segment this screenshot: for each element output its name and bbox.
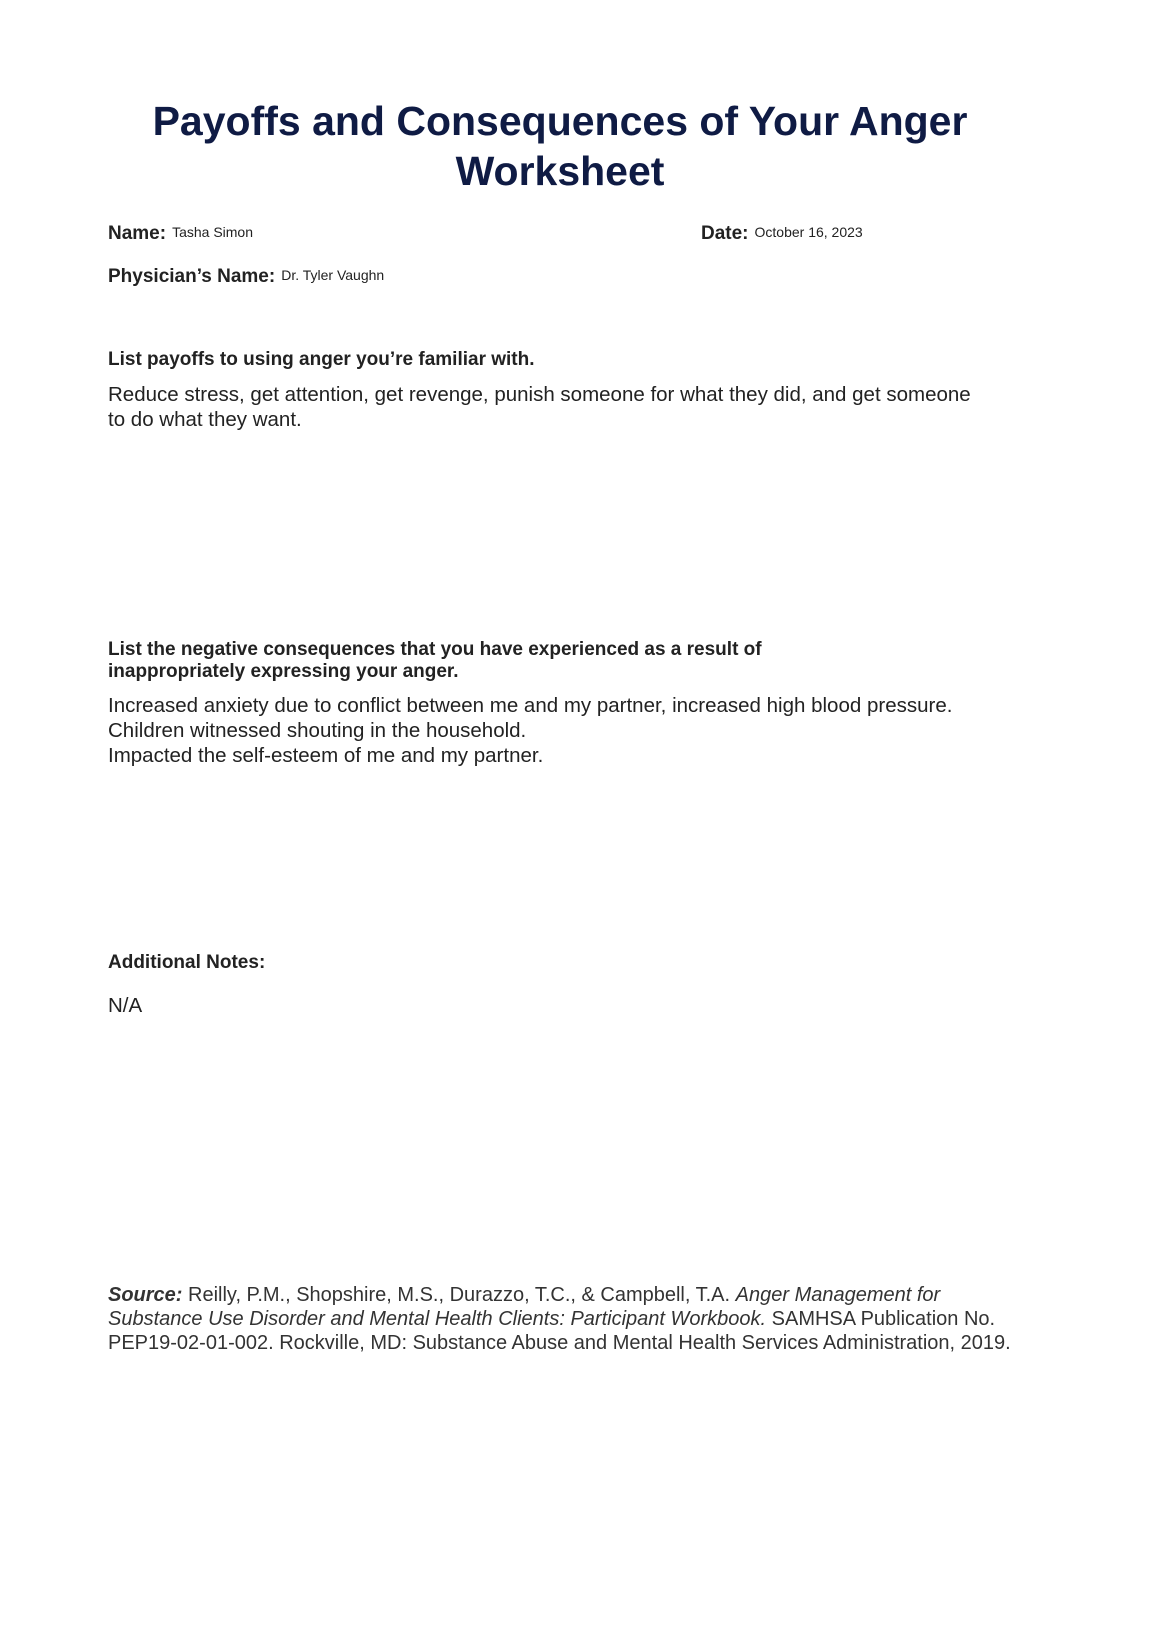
question-consequences: List the negative consequences that you have experienced as a result of inappropriately expressing your anger. — [108, 639, 762, 682]
source-authors: Reilly, P.M., Shopshire, M.S., Durazzo, T.C., & Campbell, T.A. — [182, 1284, 736, 1306]
name-field — [108, 223, 253, 245]
answer-payoffs — [108, 382, 978, 432]
answer-line: Impacted the self-esteem of me and my partner. — [108, 744, 544, 767]
source-work: Anger Management for Substance Use Disorder and Mental Health Clients: Participant Workbook. — [108, 1284, 941, 1330]
name-value: Tasha Simon — [172, 224, 254, 240]
physician-label: Physician’s Name: — [108, 266, 276, 287]
page-title: Payoffs and Consequences of Your Anger Worksheet — [152, 98, 968, 194]
date-value: October 16, 2023 — [754, 224, 863, 240]
source-citation — [108, 1283, 1038, 1355]
physician-value: Dr. Tyler Vaughn — [281, 267, 385, 283]
answer-line: Increased anxiety due to conflict between me and my partner, increased high blood pressure. — [108, 694, 953, 717]
date-label: Date: — [701, 223, 749, 244]
date-field — [701, 223, 863, 245]
answer-consequences — [108, 693, 968, 768]
physician-field — [108, 266, 384, 288]
question-payoffs: List payoffs to using anger you’re familiar with. — [108, 349, 535, 370]
answer-line: N/A — [108, 994, 143, 1017]
answer-notes — [108, 993, 1008, 1018]
source-label: Source: — [108, 1284, 183, 1306]
answer-line: Children witnessed shouting in the household. — [108, 719, 527, 742]
name-label: Name: — [108, 223, 167, 244]
question-notes: Additional Notes: — [108, 952, 266, 973]
source-publication: SAMHSA Publication No. PEP19-02-01-002. Rockville, MD: Substance Abuse and Mental Health Services Administration, 2019. — [108, 1308, 1011, 1354]
answer-line: Reduce stress, get attention, get revenge, punish someone for what they did, and get someone to do what they want. — [108, 383, 971, 431]
